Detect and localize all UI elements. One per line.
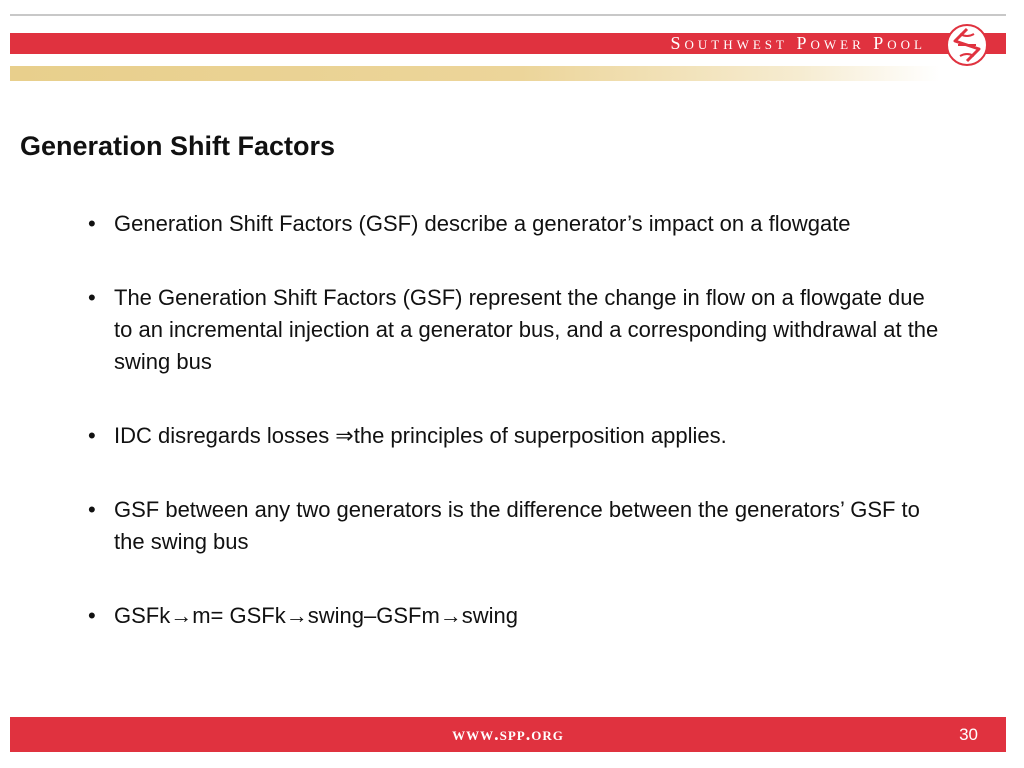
bullet-marker: • [88,497,96,522]
bullet-marker: • [88,423,96,448]
accent-band [10,66,940,81]
bullet-marker: • [88,603,96,628]
bullet-text: GSF between any two generators is the difference between the generators’ GSF to the swing bus [114,497,920,554]
brand-name: Southwest Power Pool [670,33,926,53]
bullet-text: Generation Shift Factors (GSF) describe a generator’s impact on a flowgate [114,211,851,236]
bullet-item [88,282,948,378]
spp-logo-icon [946,24,988,66]
bullet-text: GSFk→m= GSFk→swing–GSFm→swing [114,603,519,628]
header-band [10,33,1006,54]
bullet-list [88,208,948,632]
bullet-item [88,208,948,240]
slide-title: Generation Shift Factors [20,131,336,161]
bullet-item [88,420,948,452]
footer-band [10,717,1006,752]
bullet-marker: • [88,211,96,236]
bullet-text: The Generation Shift Factors (GSF) represent the change in flow on a flowgate due to an incremental injection at a generator bus, and a corresponding withdrawal at the swing bus [114,285,939,374]
top-divider [10,14,1006,16]
bullet-text: IDC disregards losses ⇒the principles of superposition applies. [114,423,727,448]
bullet-item [88,494,948,558]
bullet-marker: • [88,285,96,310]
page-number: 30 [959,725,978,744]
footer-url: www.spp.org [452,724,564,744]
bullet-item [88,600,948,632]
